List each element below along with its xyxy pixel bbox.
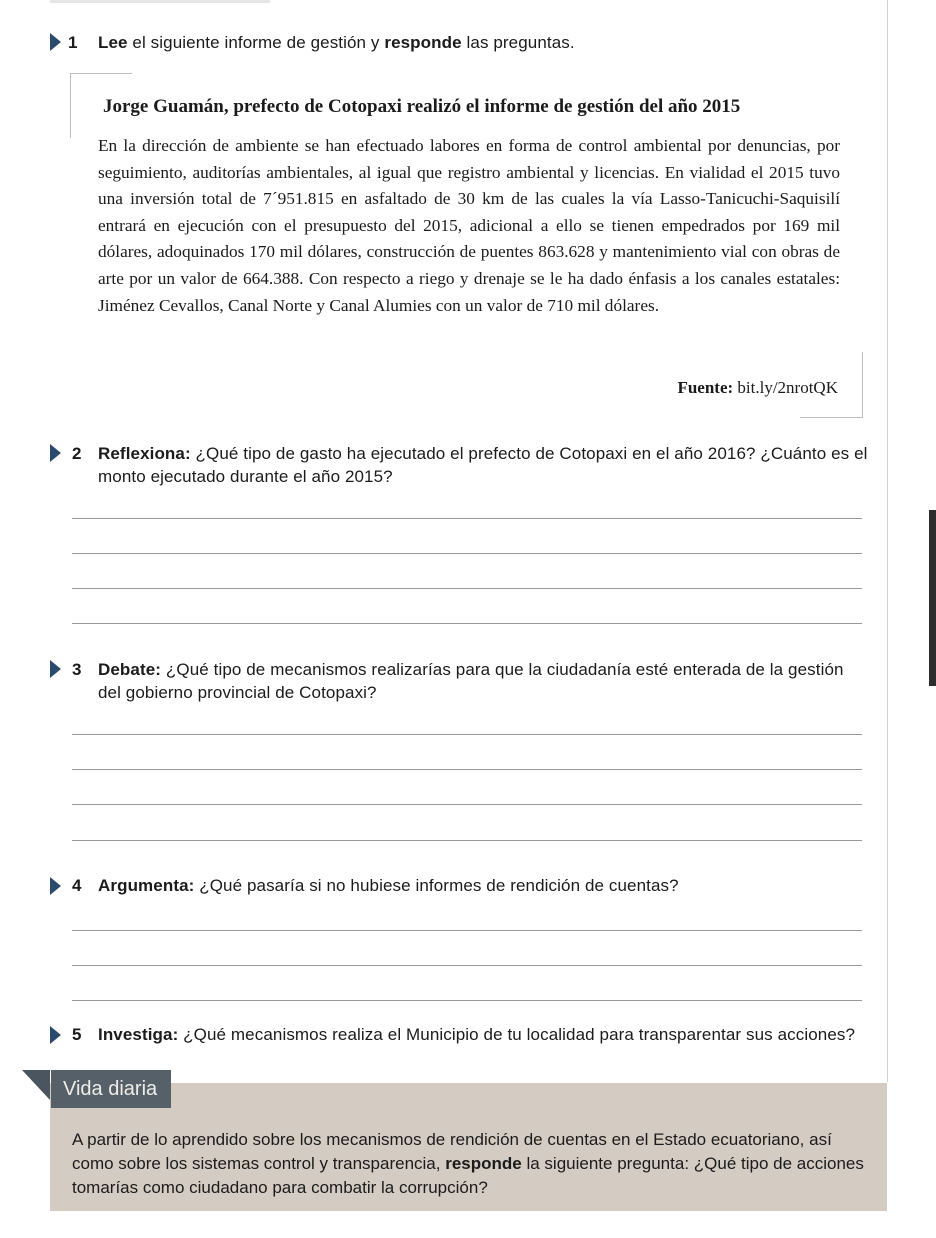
question-text-part: ¿Qué pasaría si no hubiese informes de rendición de cuentas?	[194, 876, 679, 895]
report-source	[677, 378, 838, 398]
frame-corner	[70, 73, 132, 74]
scrollbar-thumb[interactable]	[929, 510, 936, 686]
vida-diaria-text	[72, 1128, 872, 1200]
answer-line[interactable]	[72, 840, 862, 841]
question-verb: Argumenta:	[98, 876, 195, 895]
vida-verb: responde	[445, 1154, 522, 1173]
answer-line[interactable]	[72, 965, 862, 966]
question-number: 1	[68, 33, 78, 52]
bullet-triangle-icon	[50, 1026, 61, 1044]
bullet-triangle-icon	[50, 660, 61, 678]
question-verb: Reflexiona:	[98, 444, 191, 463]
question-3-text	[98, 658, 868, 704]
question-1-text	[98, 31, 858, 54]
vida-diaria-tab: Vida diaria	[51, 1070, 171, 1108]
report-title: Jorge Guamán, prefecto de Cotopaxi realizó el informe de gestión del año 2015	[103, 96, 741, 117]
question-verb: Investiga:	[98, 1025, 179, 1044]
vida-diaria-fold	[22, 1070, 50, 1100]
bullet-triangle-icon	[50, 33, 61, 51]
question-text-part: las preguntas.	[461, 33, 575, 52]
question-text-part: ¿Qué mecanismos realiza el Municipio de tu localidad para transparentar sus acciones?	[178, 1025, 856, 1044]
vida-text-part: la siguiente pregunta: ¿Qué tipo de acciones tomarías como ciudadano para combatir la corrupción?	[72, 1154, 864, 1197]
answer-line[interactable]	[72, 623, 862, 624]
answer-line[interactable]	[72, 769, 862, 770]
frame-corner	[862, 352, 863, 418]
source-label: Fuente:	[677, 378, 734, 397]
answer-line[interactable]	[72, 588, 862, 589]
question-verb: Debate:	[98, 660, 162, 679]
source-link[interactable]: bit.ly/2nrotQK	[733, 378, 838, 397]
answer-line[interactable]	[72, 930, 862, 931]
question-text-part: ¿Qué tipo de gasto ha ejecutado el prefecto de Cotopaxi en el año 2016? ¿Cuánto es el monto ejecutado durante el año 2015?	[98, 444, 868, 486]
question-number: 3	[72, 660, 82, 679]
bullet-triangle-icon	[50, 444, 61, 462]
question-5-text	[98, 1023, 878, 1046]
question-number: 5	[72, 1025, 82, 1044]
answer-line[interactable]	[72, 518, 862, 519]
vida-text-part: A partir de lo aprendido sobre los mecanismos de rendición de cuentas en el Estado ecuatoriano, así como sobre los sistemas control y transparencia,	[72, 1130, 832, 1173]
question-verb: responde	[384, 33, 462, 52]
question-2-text	[98, 442, 868, 488]
question-4-text	[98, 874, 868, 897]
report-body: En la dirección de ambiente se han efectuado labores en forma de control ambiental por denuncias, por seguimiento, auditorías ambientales, al igual que registro ambiental y licencias. En vialidad el 2015 tuvo una inversión total de 7´951.815 en asfaltado de 30 km de las cuales la vía Lasso-Tanicuchi-Saquisilí entrará en ejecución con el presupuesto del 2015, adicional a ello se tienen empedrados por 169 mil dólares, adoquinados 170 mil dólares, construcción de puentes 863.628 y mantenimiento vial con obras de arte por un valor de 664.388. Con respecto a riego y drenaje se le ha dado énfasis a los canales estatales: Jiménez Cevallos, Canal Norte y Canal Alumies con un valor de 710 mil dólares.	[98, 136, 840, 315]
question-number: 2	[72, 444, 82, 463]
frame-corner	[800, 417, 862, 418]
answer-line[interactable]	[72, 804, 862, 805]
answer-line[interactable]	[72, 553, 862, 554]
question-text-part: el siguiente informe de gestión y	[127, 33, 385, 52]
bullet-triangle-icon	[50, 877, 61, 895]
frame-corner	[70, 73, 71, 138]
question-text-part: ¿Qué tipo de mecanismos realizarías para que la ciudadanía esté enterada de la gestión del gobierno provincial de Cotopaxi?	[98, 660, 844, 702]
question-number: 4	[72, 876, 82, 895]
answer-line[interactable]	[72, 1000, 862, 1001]
question-verb: Lee	[98, 33, 128, 52]
answer-line[interactable]	[72, 734, 862, 735]
